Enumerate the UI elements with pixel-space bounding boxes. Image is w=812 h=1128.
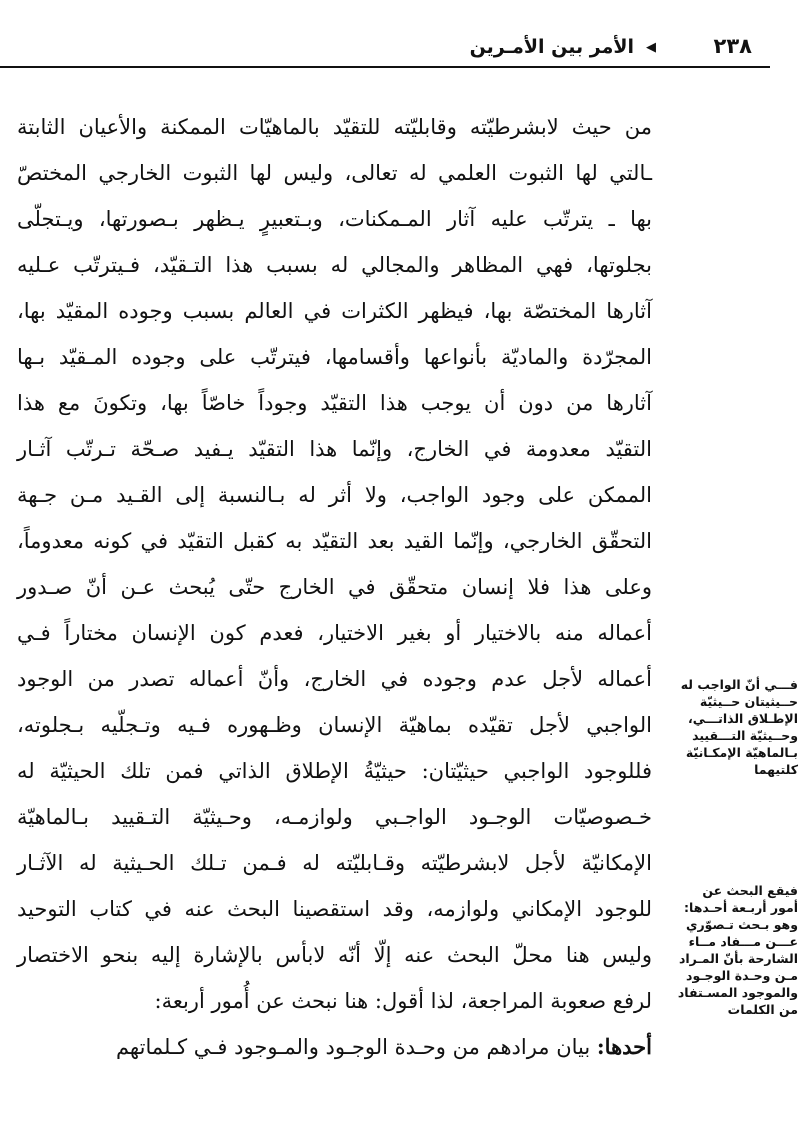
margin-note-line: والموجود المسـتفاد — [677, 985, 798, 1000]
text-line-final — [17, 1024, 652, 1070]
margin-note-line: بـالماهيّة الإمكـانيّة — [685, 745, 798, 760]
text-line: بها ـ يترتّب عليه آثار المـمكنات، وبـتعبيرٍ يـظهر بـصورتها، ويـتجلّى — [17, 207, 652, 231]
margin-note-line: الإطـلاق الذاتـــي، — [687, 711, 798, 726]
text-line: الواجبي لأجل تقيّده بماهيّة الإنسان وظـهوره فـيه وتـجلّيه بـجلوته، — [17, 713, 652, 737]
margin-note-2 — [648, 882, 812, 1018]
margin-note-line: حــيثيتان حــيثيّة — [699, 694, 798, 709]
margin-note-line: وحــيثيّة التـــقييد — [692, 728, 798, 743]
text-line: خـصوصيّات الوجـود الواجـبي ولوازمـه، وحـيثيّة التـقييد بـالماهيّة — [17, 805, 652, 829]
text-line: أعماله منه بالاختيار أو بغير الاختيار، فعدم كون الإنسان مختاراً فـي — [17, 621, 652, 645]
margin-note-line: أمور أربـعة أحـدها: — [684, 900, 798, 915]
text-line: وليس هنا محلّ البحث عنه إلّا أنّه لابأس بالإشارة إليه بنحو الاختصار — [17, 943, 652, 967]
text-line: بجلوتها، فهي المظاهر والمجالي له بسبب هذا التـقيّد، فـيترتّب عـليه — [17, 253, 652, 277]
main-text — [17, 104, 652, 1070]
margin-note-line: مـن وحـدة الوجـود — [686, 968, 798, 983]
text-line: آثارها من دون أن يوجب هذا التقيّد وجوداً خاصّاً بها، وتكونَ مع هذا — [17, 391, 652, 415]
text-line: فللوجود الواجبي حيثيّتان: حيثيّةُ الإطلاق الذاتي فمن تلك الحيثيّة له — [17, 759, 652, 783]
triangle-left-icon: ◀ — [646, 40, 656, 55]
margin-note-line: عـــن مـــفاد مــاء — [688, 934, 798, 949]
text-line: وعلى هذا فلا إنسان متحقّق في الخارج حتّى يُبحث عـن أنّ صـدور — [17, 575, 652, 599]
header-divider — [0, 66, 770, 68]
text-line: أعماله لأجل عدم وجوده في الخارج، وأنّ أعماله تصدر من الوجود — [17, 667, 652, 691]
text-line: المجرّدة والماديّة بأنواعها وأقسامها، فيترتّب على وجوده المـقيّد بـها — [17, 345, 652, 369]
text-line: لرفع صعوبة المراجعة، لذا أقول: هنا نبحث عن أُمور أربعة: — [154, 989, 652, 1013]
text-line: آثارها المختصّة بها، فيظهر الكثرات في العالم بسبب وجوده المقيّد بها، — [17, 299, 652, 323]
text-line: الممكن على وجود الواجب، ولا أثر له بـالنسبة إلى القـيد مـن جـهة — [17, 483, 652, 507]
page-header — [0, 28, 812, 68]
margin-note-line: من الكلمات — [727, 1002, 798, 1017]
margin-note-line: وهو بـحث تـصوّري — [686, 917, 798, 932]
margin-note-line: الشارحة بأنّ المـراد — [678, 951, 798, 966]
text-line: التقيّد معدومة في الخارج، وإنّما هذا التقيّد يـفيد صـحّة تـرتّب آثـار — [17, 437, 652, 461]
running-title: الأمر بين الأمـرين — [469, 36, 634, 58]
text-line: الإمكانيّة لأجل لابشرطيّته وقـابليّته له فـمن تـلك الحـيثية له الآثـار — [17, 851, 652, 875]
margin-note-line: فيقع البحث عن — [702, 883, 798, 898]
page-number: ٢٣٨ — [713, 34, 752, 58]
point-one-text: بيان مرادهم من وحـدة الوجـود والمـوجود فـي كـلماتهم — [115, 1035, 597, 1059]
margin-note-line: كلتيهما — [754, 762, 798, 777]
text-line: من حيث لابشرطيّته وقابليّته للتقيّد بالماهيّات الممكنة والأعيان الثابتة — [17, 115, 652, 139]
text-line: التحقّق الخارجي، وإنّما القيد بعد التقيّد به كقبل التقيّد في كونه معدوماً، — [17, 529, 652, 553]
margin-note-line: فـــي أنّ الواجب له — [680, 677, 798, 692]
text-line: ـالتي لها الثبوت العلمي له تعالى، وليس لها الثبوت الخارجي المختصّ — [17, 161, 652, 185]
margin-note-1 — [648, 676, 812, 778]
point-one-label: أحدها: — [596, 1034, 652, 1059]
text-line: للوجود الإمكاني ولوازمه، وقد استقصينا البحث عنه في كتاب التوحيد — [17, 897, 652, 921]
